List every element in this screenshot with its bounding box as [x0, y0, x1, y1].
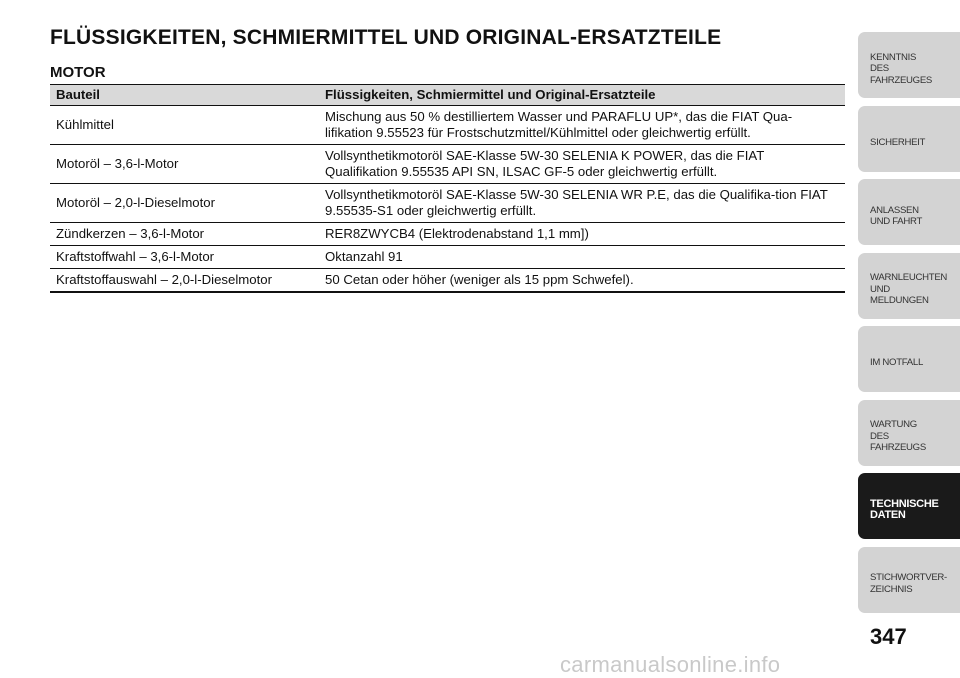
column-header-fluids: Flüssigkeiten, Schmiermittel und Original-Ersatzteile: [319, 85, 845, 106]
watermark-text: carmanualsonline.info: [560, 652, 781, 677]
page-number: 347: [870, 624, 907, 649]
tab-anlassen-und-fahrt[interactable]: [858, 179, 960, 245]
table-cell-component: Kühlmittel: [50, 106, 319, 145]
table-cell-component: Motoröl – 2,0-l-Dieselmotor: [50, 184, 319, 223]
tab-label: STICHWORTVER- ZEICHNIS: [870, 572, 947, 595]
tab-label: SICHERHEIT: [870, 136, 926, 148]
tab-label: IM NOTFALL: [870, 357, 923, 369]
table-row: [50, 184, 845, 223]
column-header-component: Bauteil: [50, 85, 319, 106]
tab-label: TECHNISCHE DATEN: [870, 497, 939, 521]
table-row: [50, 106, 845, 145]
tab-label: WARTUNG DES FAHRZEUGS: [870, 419, 926, 454]
specifications-table: [50, 84, 845, 293]
table-cell-component: Motoröl – 3,6-l-Motor: [50, 145, 319, 184]
tab-stichwortverzeichnis[interactable]: [858, 547, 960, 613]
section-subtitle: MOTOR: [50, 64, 106, 81]
table-cell-component: Kraftstoffwahl – 3,6-l-Motor: [50, 246, 319, 269]
table-cell-component: Kraftstoffauswahl – 2,0-l-Dieselmotor: [50, 269, 319, 293]
table-cell-spec: Vollsynthetikmotoröl SAE-Klasse 5W-30 SELENIA K POWER, das die FIAT Qualifikation 9.55535 API SN, ILSAC GF-5 oder gleichwertig erfüllt.: [319, 145, 845, 184]
tab-label: WARNLEUCHTEN UND MELDUNGEN: [870, 272, 948, 307]
tab-wartung-des-fahrzeugs[interactable]: [858, 400, 960, 466]
table-cell-spec: Oktanzahl 91: [319, 246, 845, 269]
table-cell-spec: RER8ZWYCB4 (Elektrodenabstand 1,1 mm]): [319, 223, 845, 246]
tab-label: ANLASSEN UND FAHRT: [870, 204, 923, 227]
tab-im-notfall[interactable]: [858, 326, 960, 392]
chapter-tabs: [858, 32, 960, 620]
tab-label: KENNTNIS DES FAHRZEUGES: [870, 51, 933, 86]
tab-kenntnis-des-fahrzeuges[interactable]: [858, 32, 960, 98]
tab-technische-daten[interactable]: [858, 473, 960, 539]
table-row: [50, 145, 845, 184]
tab-sicherheit[interactable]: [858, 106, 960, 172]
page-title: FLÜSSIGKEITEN, SCHMIERMITTEL UND ORIGINAL-ERSATZTEILE: [50, 26, 722, 49]
table-row: [50, 246, 845, 269]
table-cell-spec: 50 Cetan oder höher (weniger als 15 ppm Schwefel).: [319, 269, 845, 293]
table-cell-spec: Mischung aus 50 % destilliertem Wasser und PARAFLU UP*, das die FIAT Qua-lifikation 9.55523 für Frostschutzmittel/Kühlmittel oder gleichwertig erfüllt.: [319, 106, 845, 145]
table-row: [50, 269, 845, 293]
table-row: [50, 223, 845, 246]
table-cell-spec: Vollsynthetikmotoröl SAE-Klasse 5W-30 SELENIA WR P.E, das die Qualifika-tion FIAT 9.55535-S1 oder gleichwertig erfüllt.: [319, 184, 845, 223]
tab-warnleuchten-und-meldungen[interactable]: [858, 253, 960, 319]
table-cell-component: Zündkerzen – 3,6-l-Motor: [50, 223, 319, 246]
table-header-row: [50, 85, 845, 106]
